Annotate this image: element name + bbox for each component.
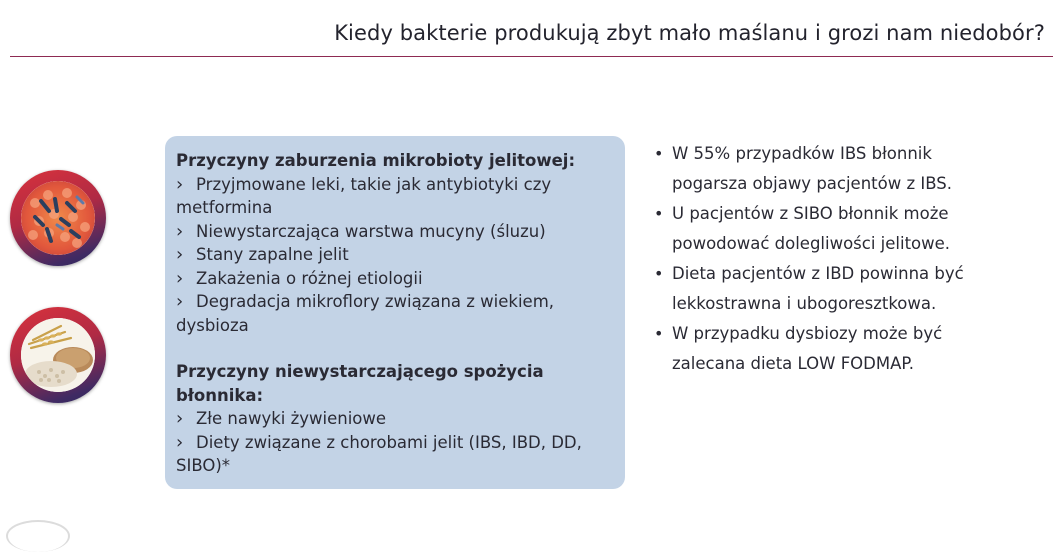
slide-title: Kiedy bakterie produkują zbyt mało maślanu i grozi nam niedobór? [334, 21, 1045, 45]
causes-content [176, 149, 616, 478]
fact-item-dysbiosis-continued: zalecana dieta LOW FODMAP. [672, 354, 915, 373]
corner-decoration [6, 520, 70, 552]
fact-item-sibo: • U pacjentów z SIBO błonnik może [654, 199, 994, 229]
cause-item-diets-continued: SIBO)* [176, 456, 231, 475]
bacteria-badge [10, 170, 106, 266]
cause-item-medications-continued: metformina [176, 198, 273, 217]
fact-item-ibd-continued: lekkostrawna i ubogoresztkowa. [672, 294, 937, 313]
fiber-causes-heading: Przyczyny niewystarczającego spożycia błonnika: [176, 362, 544, 405]
cause-item-diets: › Diety związane z chorobami jelit (IBS, IBD, DD, [176, 431, 616, 455]
title-divider [10, 56, 1053, 57]
fact-item-dysbiosis: • W przypadku dysbiozy może być [654, 319, 994, 349]
cause-item-mucin: › Niewystarczająca warstwa mucyny (śluzu) [176, 220, 616, 244]
cause-item-degradation-continued: dysbioza [176, 315, 249, 335]
grain-fiber-icon [21, 318, 95, 392]
fact-item-ibs: • W 55% przypadków IBS błonnik [654, 139, 994, 169]
cause-item-inflammation: › Stany zapalne jelit [176, 243, 616, 267]
bacteria-icon [21, 181, 95, 255]
facts-list [654, 139, 994, 379]
cause-item-bad-habits: › Złe nawyki żywieniowe [176, 407, 616, 431]
fact-item-ibd: • Dieta pacjentów z IBD powinna być [654, 259, 994, 289]
fiber-badge [10, 307, 106, 403]
cause-item-infections: › Zakażenia o różnej etiologii [176, 267, 616, 291]
microbiota-causes-heading: Przyczyny zaburzenia mikrobioty jelitowej: [176, 151, 576, 170]
cause-item-degradation: › Degradacja mikroflory związana z wiekiem, [176, 290, 616, 314]
cause-item-medications: › Przyjmowane leki, takie jak antybiotyki czy [176, 173, 616, 197]
fact-item-sibo-continued: powodować dolegliwości jelitowe. [672, 234, 951, 253]
fact-item-ibs-continued: pogarsza objawy pacjentów z IBS. [672, 174, 952, 193]
